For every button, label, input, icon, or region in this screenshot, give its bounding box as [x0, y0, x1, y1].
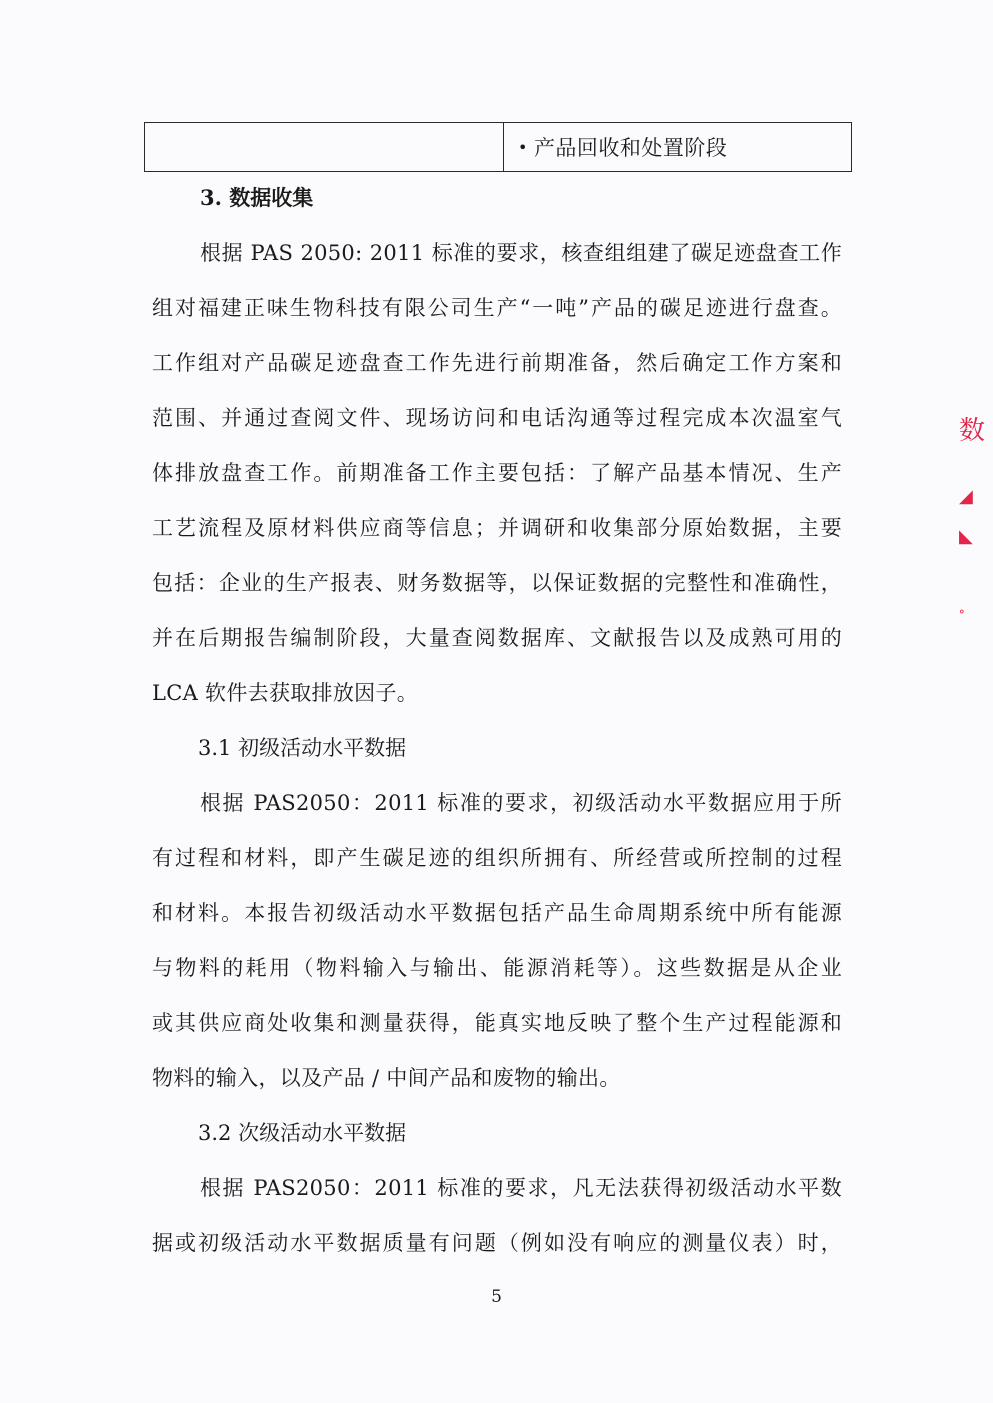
table-cell-right: [504, 123, 851, 171]
paragraph-line: LCA 软件去获取排放因子。: [152, 681, 419, 705]
section-heading: 3. 数据收集: [200, 185, 314, 210]
paragraph-line: 有过程和材料，即产生碳足迹的组织所拥有、所经营或所控制的过程: [152, 846, 842, 870]
paragraph-line: 与物料的耗用（物料输入与输出、能源消耗等）。这些数据是从企业: [152, 956, 842, 980]
lifecycle-table-fragment: [144, 122, 852, 172]
stamp-glyph: ◣: [959, 526, 973, 547]
seal-stamp-fragment: [955, 418, 993, 648]
bullet-icon: •: [518, 137, 528, 157]
paragraph-line: 工作组对产品碳足迹盘查工作先进行前期准备，然后确定工作方案和: [152, 351, 842, 375]
paragraph-line: 组对福建正味生物科技有限公司生产“一吨”产品的碳足迹进行盘查。: [152, 296, 842, 320]
paragraph-line: 并在后期报告编制阶段，大量查阅数据库、文献报告以及成熟可用的: [152, 626, 842, 650]
stamp-glyph: ◢: [959, 486, 973, 507]
table-cell-text: 产品回收和处置阶段: [533, 136, 728, 160]
paragraph-line: 根据 PAS2050：2011 标准的要求，初级活动水平数据应用于所: [200, 791, 842, 815]
paragraph-line: 根据 PAS2050：2011 标准的要求，凡无法获得初级活动水平数: [200, 1176, 842, 1200]
paragraph-line: 体排放盘查工作。前期准备工作主要包括：了解产品基本情况、生产: [152, 461, 842, 485]
subsection-heading-3-2: 3.2 次级活动水平数据: [198, 1121, 407, 1145]
subsection-heading-3-1: 3.1 初级活动水平数据: [198, 736, 407, 760]
paragraph-line: 和材料。本报告初级活动水平数据包括产品生命周期系统中所有能源: [152, 901, 842, 925]
paragraph-line: 物料的输入，以及产品 / 中间产品和废物的输出。: [152, 1066, 621, 1090]
stamp-glyph: ᐤ: [959, 607, 965, 623]
paragraph-line: 工艺流程及原材料供应商等信息；并调研和收集部分原始数据，主要: [152, 516, 842, 540]
table-cell-left: [145, 123, 504, 171]
paragraph-line: 范围、并通过查阅文件、现场访问和电话沟通等过程完成本次温室气: [152, 406, 842, 430]
stamp-glyph: 数: [959, 416, 986, 446]
paragraph-line: 或其供应商处收集和测量获得，能真实地反映了整个生产过程能源和: [152, 1011, 842, 1035]
paragraph-line: 包括：企业的生产报表、财务数据等，以保证数据的完整性和准确性，: [152, 571, 842, 595]
paragraph-line: 据或初级活动水平数据质量有问题（例如没有响应的测量仪表）时，: [152, 1231, 842, 1255]
page-number: 5: [491, 1287, 502, 1307]
paragraph-line: 根据 PAS 2050: 2011 标准的要求，核查组组建了碳足迹盘查工作: [200, 241, 842, 265]
